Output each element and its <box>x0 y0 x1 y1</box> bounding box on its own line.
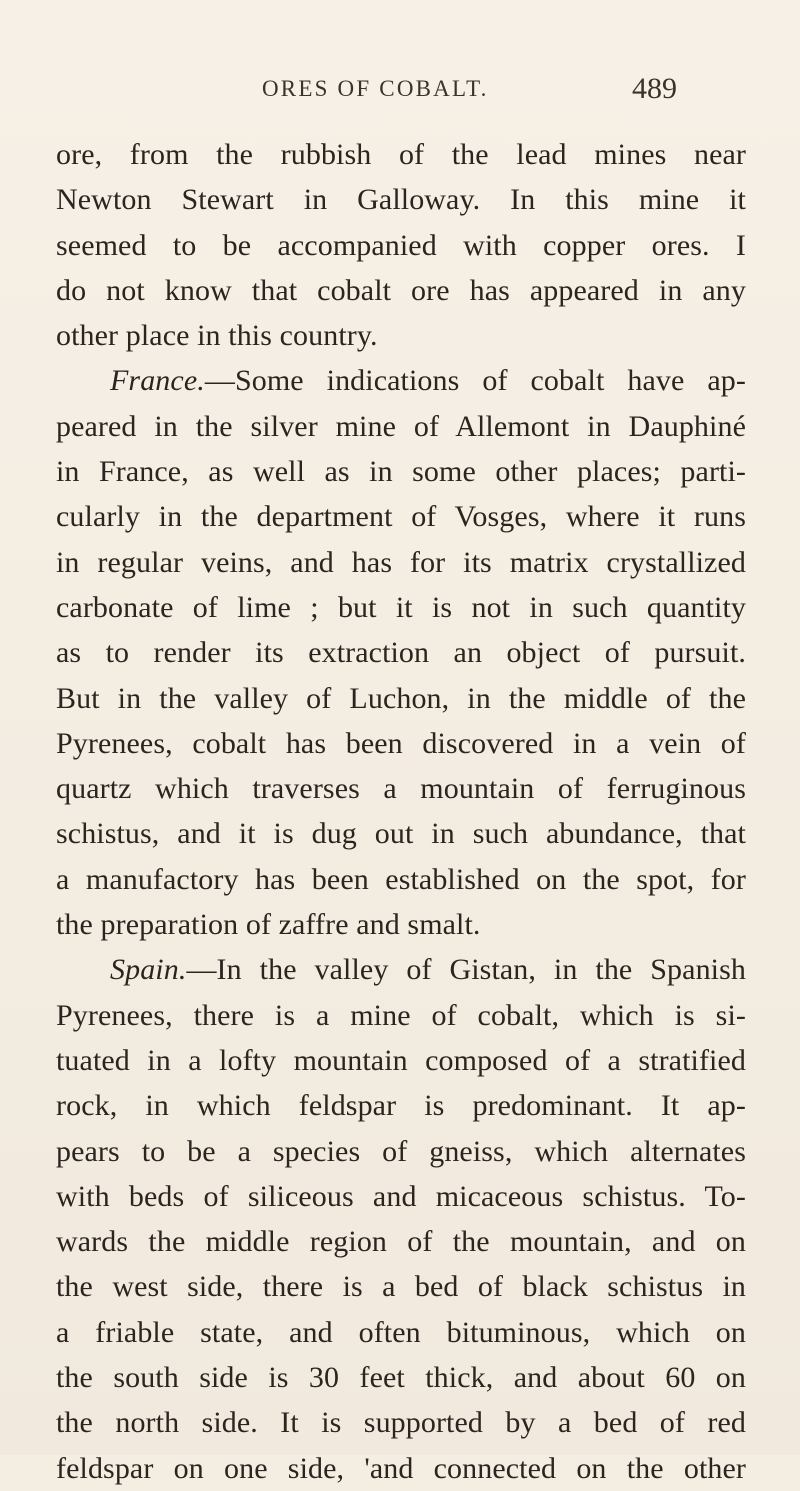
section-heading-france: France. <box>110 364 205 398</box>
text-line: with beds of siliceous and micaceous schistus. To- <box>56 1179 746 1213</box>
text-line: feldspar on one side, 'and connected on the other <box>56 1451 746 1485</box>
page-number: 489 <box>632 72 677 105</box>
text-line: as to render its extraction an object of pursuit. <box>56 636 746 670</box>
text-fragment: —Some indications of cobalt have ap- <box>204 364 746 398</box>
text-line: the preparation of zaffre and smalt. <box>56 908 481 942</box>
text-line: cularly in the department of Vosges, where it runs <box>56 500 746 534</box>
text-line: peared in the silver mine of Allemont in Dauphiné <box>56 409 746 443</box>
text-line: the west side, there is a bed of black schistus in <box>56 1270 746 1304</box>
text-line: ore, from the rubbish of the lead mines near <box>56 138 746 171</box>
text-line: carbonate of lime ; but it is not in such quantity <box>56 590 746 624</box>
text-line: schistus, and it is dug out in such abundance, that <box>56 817 746 851</box>
text-line: pears to be a species of gneiss, which alternates <box>56 1134 746 1168</box>
text-line: quartz which traverses a mountain of ferruginous <box>56 772 746 806</box>
running-head <box>0 72 800 112</box>
text-line: Pyrenees, there is a mine of cobalt, which is si- <box>56 998 746 1032</box>
text-line-france <box>56 358 746 403</box>
running-title: ORES OF COBALT. <box>262 76 489 101</box>
text-line: the south side is 30 feet thick, and about 60 on <box>56 1361 746 1395</box>
text-line: a manufactory has been established on the spot, for <box>56 862 746 896</box>
text-line: But in the valley of Luchon, in the middle of the <box>56 681 746 715</box>
text-line: rock, in which feldspar is predominant. It ap- <box>56 1089 746 1123</box>
text-line: in France, as well as in some other places; parti- <box>56 455 746 489</box>
text-line-spain <box>56 947 746 992</box>
section-heading-spain: Spain. <box>110 953 187 987</box>
text-line: wards the middle region of the mountain, and on <box>56 1225 746 1259</box>
text-line: do not know that cobalt ore has appeared in any <box>56 273 746 307</box>
text-line: the north side. It is supported by a bed of red <box>56 1406 746 1440</box>
text-line: other place in this country. <box>56 319 378 353</box>
body-text <box>56 132 746 1491</box>
text-line: Pyrenees, cobalt has been discovered in a vein of <box>56 726 746 760</box>
text-line: tuated in a lofty mountain composed of a stratified <box>56 1043 746 1077</box>
text-fragment: —In the valley of Gistan, in the Spanish <box>186 953 746 987</box>
text-line: seemed to be accompanied with copper ores. I <box>56 228 746 262</box>
text-line: Newton Stewart in Galloway. In this mine it <box>56 183 746 217</box>
text-line: in regular veins, and has for its matrix crystallized <box>56 545 746 579</box>
text-line: a friable state, and often bituminous, which on <box>56 1315 746 1349</box>
